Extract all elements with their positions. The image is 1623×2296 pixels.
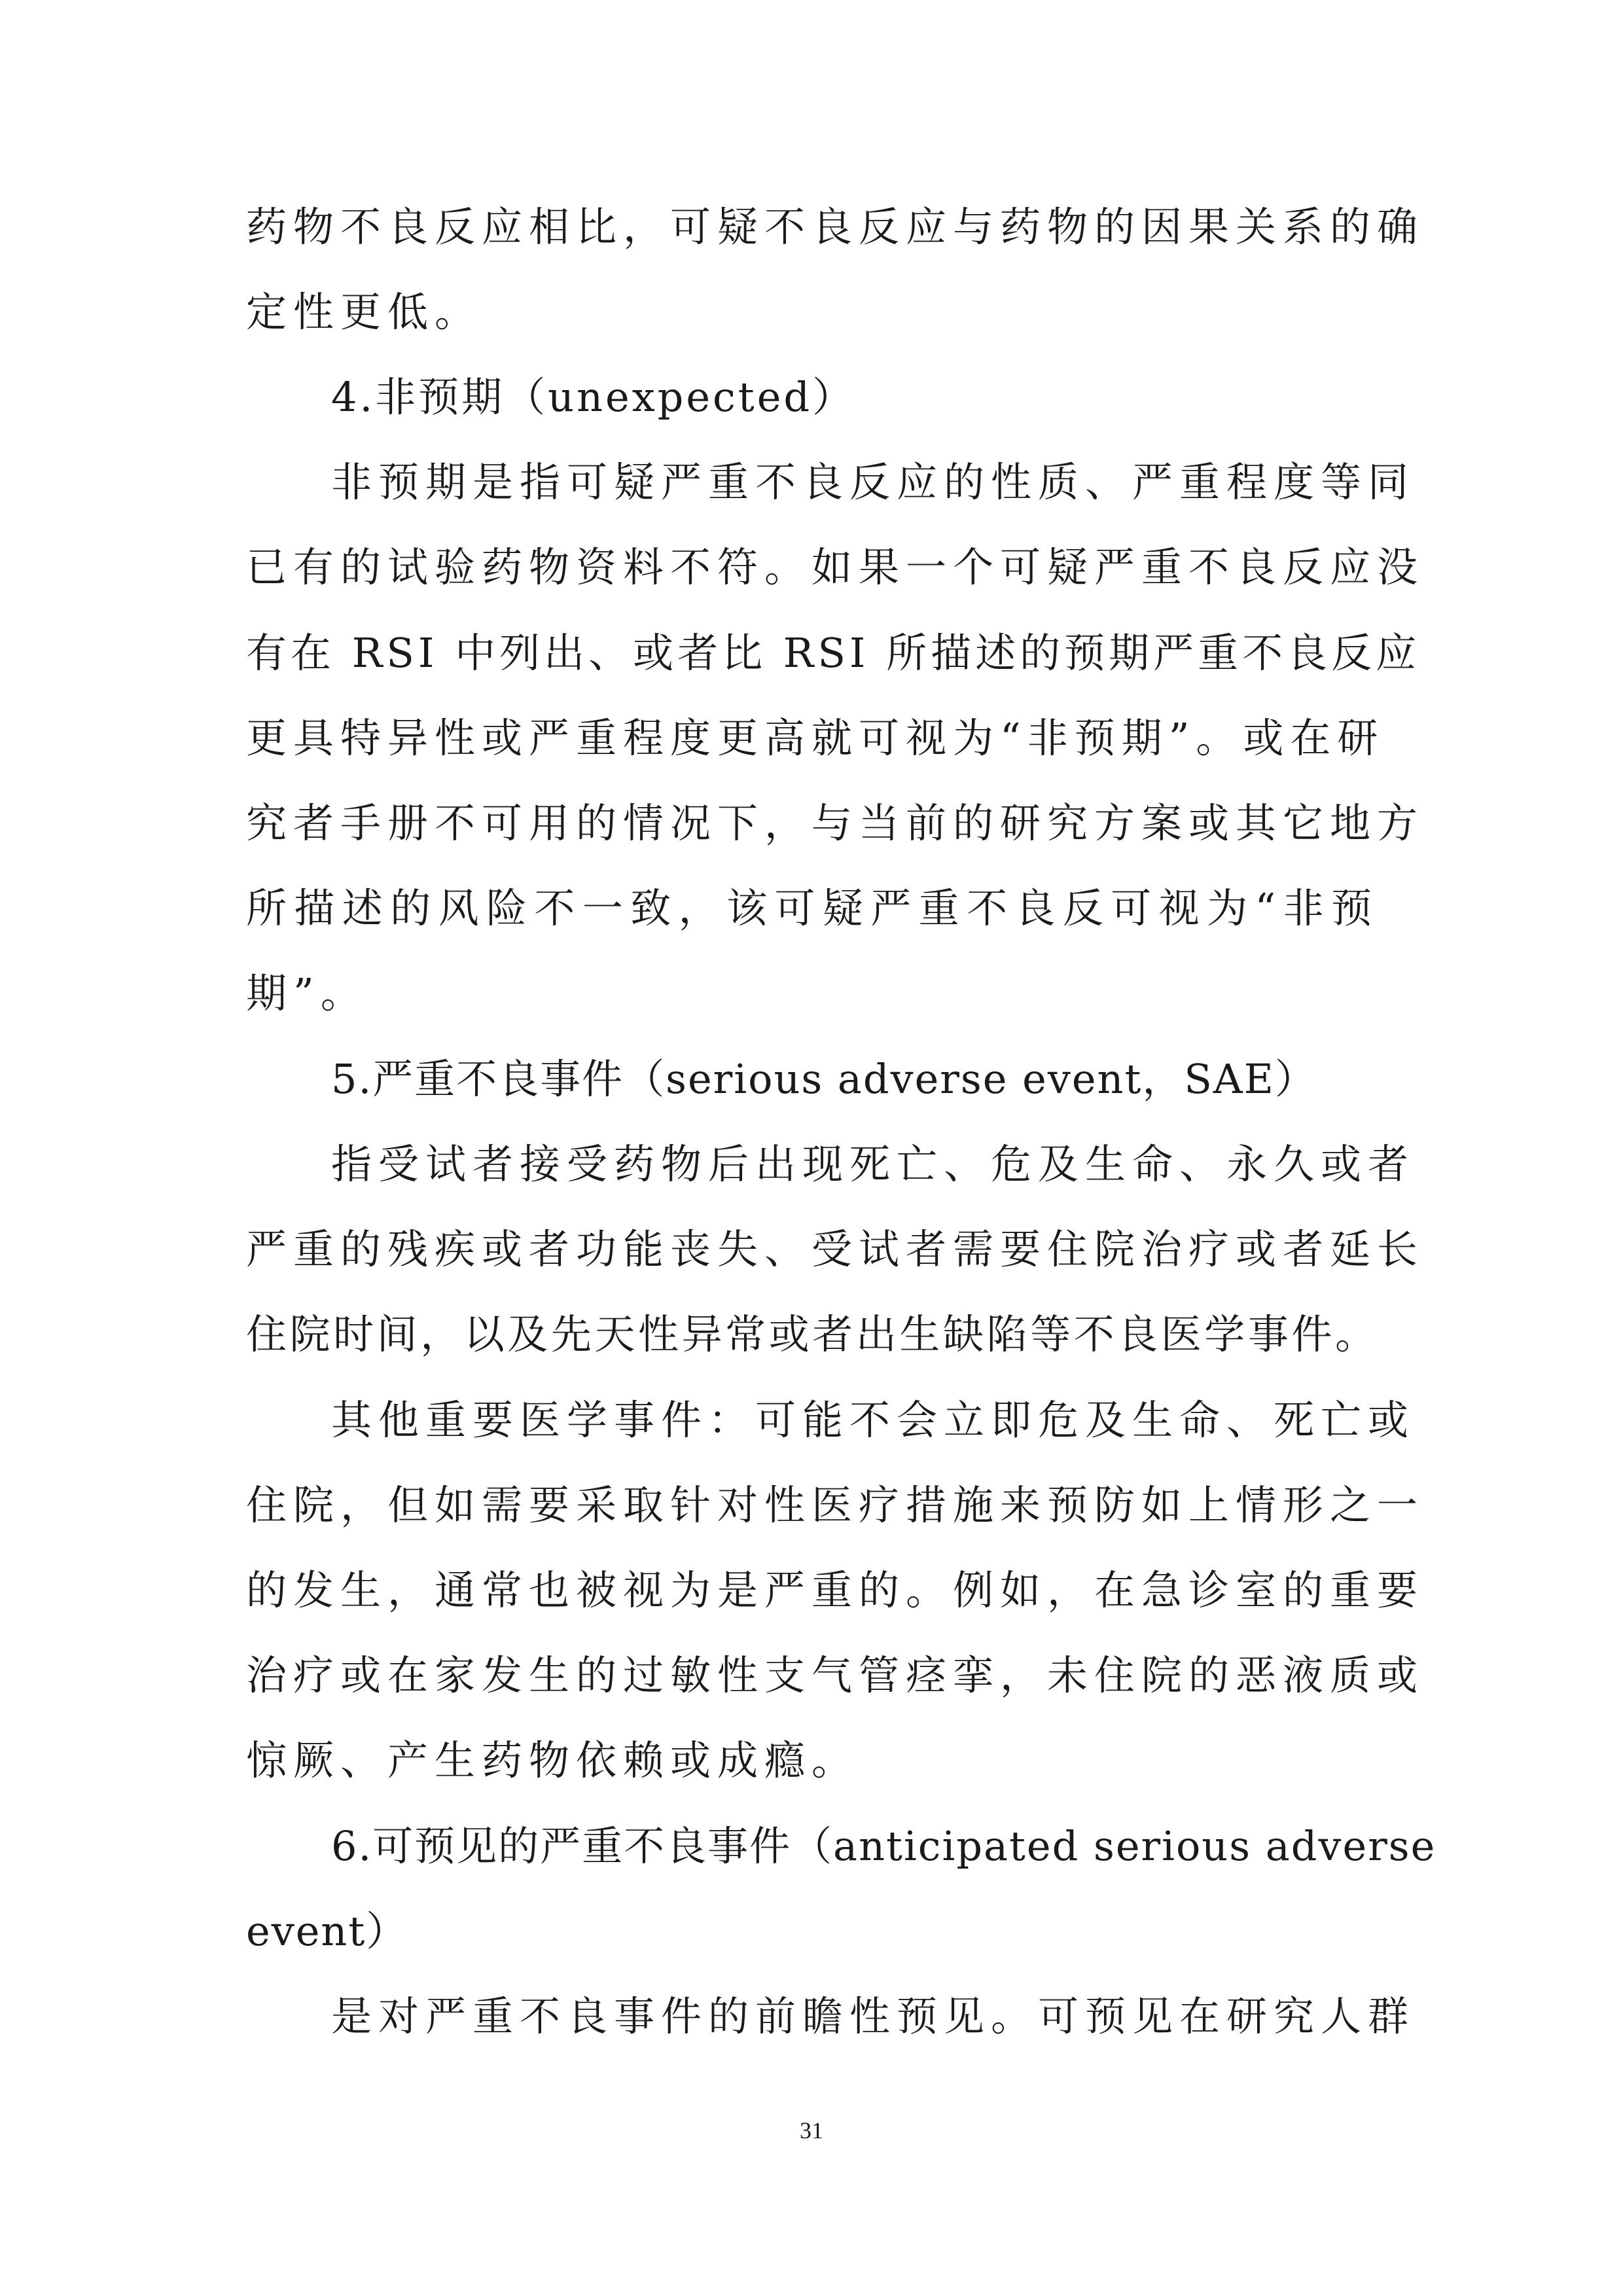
body-line: 期”。: [246, 969, 368, 1017]
body-line: 药物不良反应相比，可疑不良反应与药物的因果关系的确: [246, 203, 1425, 251]
page-number: 31: [800, 2117, 823, 2144]
body-line: 住院时间，以及先天性异常或者出生缺陷等不良医学事件。: [246, 1310, 1378, 1358]
body-line: 治疗或在家发生的过敏性支气管痉挛，未住院的恶液质或: [246, 1651, 1425, 1699]
body-line: 非预期是指可疑严重不良反应的性质、严重程度等同: [331, 458, 1416, 506]
body-line: 已有的试验药物资料不符。如果一个可疑严重不良反应没: [246, 543, 1425, 591]
body-line: 住院，但如需要采取针对性医疗措施来预防如上情形之一: [246, 1481, 1425, 1529]
body-line: 惊厥、产生药物依赖或成瘾。: [246, 1736, 859, 1784]
body-line: 究者手册不可用的情况下，与当前的研究方案或其它地方: [246, 799, 1425, 847]
body-line: 有在 RSI 中列出、或者比 RSI 所描述的预期严重不良反应: [246, 629, 1421, 677]
body-line: 所描述的风险不一致，该可疑严重不良反可视为“非预: [246, 884, 1378, 932]
section-heading: event）: [246, 1907, 408, 1955]
body-line: 定性更低。: [246, 288, 482, 336]
body-line: 严重的残疾或者功能丧失、受试者需要住院治疗或者延长: [246, 1225, 1425, 1273]
body-line: 的发生，通常也被视为是严重的。例如，在急诊室的重要: [246, 1566, 1425, 1614]
body-line: 是对严重不良事件的前瞻性预见。可预见在研究人群: [331, 1992, 1416, 2040]
section-heading: 4.非预期（unexpected）: [331, 373, 856, 421]
body-line: 其他重要医学事件：可能不会立即危及生命、死亡或: [331, 1396, 1416, 1444]
body-line: 更具特异性或严重程度更高就可视为“非预期”。或在研: [246, 714, 1385, 762]
section-heading: 5.严重不良事件（serious adverse event，SAE）: [331, 1055, 1317, 1103]
body-line: 指受试者接受药物后出现死亡、危及生命、永久或者: [331, 1140, 1416, 1188]
section-heading: 6.可预见的严重不良事件（anticipated serious adverse: [331, 1822, 1436, 1870]
